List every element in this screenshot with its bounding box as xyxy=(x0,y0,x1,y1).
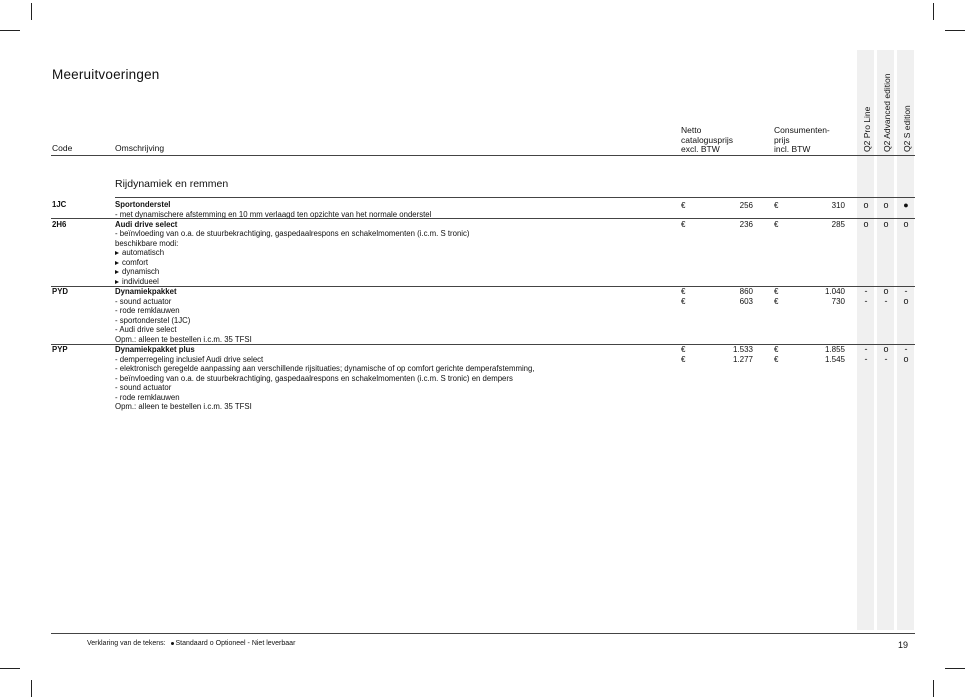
row-rule xyxy=(51,218,915,219)
crop-mark xyxy=(0,30,20,31)
legend: Verklaring van de tekens: Standaard o Optioneel - Niet leverbaar xyxy=(87,640,296,647)
crop-mark xyxy=(933,3,934,20)
currency-symbol: € xyxy=(681,201,686,210)
crop-mark xyxy=(933,680,934,697)
availability-mark: - xyxy=(884,296,888,306)
row-code: PYD xyxy=(52,287,69,296)
column-header-net-price: Netto catalogusprijs excl. BTW xyxy=(681,125,733,154)
row-note: Opm.: alleen te bestellen i.c.m. 35 TFSI xyxy=(115,402,252,411)
availability-mark: o xyxy=(903,354,909,364)
row-line: - rode remklauwen xyxy=(115,393,180,402)
row-name: Dynamiekpakket plus xyxy=(115,345,195,354)
availability-mark: o xyxy=(883,344,889,354)
availability-mark: - xyxy=(864,286,868,296)
availability-mark: o xyxy=(903,219,909,229)
currency-symbol: € xyxy=(774,355,779,364)
availability-mark: - xyxy=(904,286,908,296)
consumer-price: 285 xyxy=(831,220,845,229)
standard-dot-icon xyxy=(171,642,174,645)
list-item: automatisch xyxy=(115,248,164,258)
net-price: 1.277 xyxy=(732,355,753,364)
row-line: - beïnvloeding van o.a. de stuurbekrachtiging, gaspedaalrespons en schakelmomenten (i.c.m. S tronic) xyxy=(115,229,470,238)
page-number: 19 xyxy=(898,640,909,650)
crop-mark xyxy=(0,668,20,669)
crop-mark xyxy=(31,3,32,20)
row-line: - sound actuator xyxy=(115,383,172,392)
availability-mark: o xyxy=(863,200,869,210)
currency-symbol: € xyxy=(681,220,686,229)
row-code: 1JC xyxy=(52,200,67,209)
row-note: Opm.: alleen te bestellen i.c.m. 35 TFSI xyxy=(115,335,252,344)
list-item: comfort xyxy=(115,258,148,268)
row-name: Dynamiekpakket xyxy=(115,287,177,296)
footer-rule xyxy=(51,633,915,634)
consumer-price: 1.855 xyxy=(824,345,845,354)
consumer-price: 310 xyxy=(831,201,845,210)
net-price: 1.533 xyxy=(732,345,753,354)
availability-mark: o xyxy=(883,200,889,210)
row-line: - elektronisch geregelde aanpassing aan verschillende rijsituaties; dynamische of op comfort gerichte demperafstemming, xyxy=(115,364,535,373)
section-title: Rijdynamiek en remmen xyxy=(115,178,229,190)
availability-mark: o xyxy=(903,296,909,306)
bullet-triangle-icon xyxy=(115,270,119,274)
net-price: 256 xyxy=(739,201,753,210)
row-line: - met dynamischere afstemming en 10 mm verlaagd ten opzichte van het normale onderstel xyxy=(115,210,432,219)
row-line: - beïnvloeding van o.a. de stuurbekrachtiging, gaspedaalrespons en schakelmomenten (i.c.m. S tronic) en dempers xyxy=(115,374,513,383)
availability-mark: - xyxy=(864,354,868,364)
row-line: - rode remklauwen xyxy=(115,306,180,315)
availability-mark: - xyxy=(904,344,908,354)
consumer-price: 1.040 xyxy=(824,287,845,296)
page-title: Meeruitvoeringen xyxy=(52,67,160,82)
column-header-trim-3: Q2 S edition xyxy=(902,105,912,152)
section-rule xyxy=(115,197,915,198)
list-item: dynamisch xyxy=(115,267,159,277)
availability-mark: - xyxy=(884,354,888,364)
row-line: - demperregeling inclusief Audi drive select xyxy=(115,355,264,364)
currency-symbol: € xyxy=(774,201,779,210)
row-rule xyxy=(51,286,915,287)
availability-mark: - xyxy=(864,344,868,354)
row-code: PYP xyxy=(52,345,68,354)
list-item: individueel xyxy=(115,277,159,287)
column-header-code: Code xyxy=(52,143,73,153)
currency-symbol: € xyxy=(774,297,779,306)
crop-mark xyxy=(31,680,32,697)
consumer-price: 730 xyxy=(831,297,845,306)
row-line: - Audi drive select xyxy=(115,325,177,334)
bullet-triangle-icon xyxy=(115,261,119,265)
currency-symbol: € xyxy=(774,345,779,354)
column-header-trim-1: Q2 Pro Line xyxy=(862,106,872,152)
currency-symbol: € xyxy=(774,287,779,296)
currency-symbol: € xyxy=(681,345,686,354)
net-price: 860 xyxy=(739,287,753,296)
bullet-triangle-icon xyxy=(115,251,119,255)
currency-symbol: € xyxy=(681,287,686,296)
availability-mark: ● xyxy=(903,200,909,210)
row-code: 2H6 xyxy=(52,220,67,229)
availability-mark: - xyxy=(864,296,868,306)
net-price: 603 xyxy=(739,297,753,306)
availability-mark: o xyxy=(883,286,889,296)
row-name: Sportonderstel xyxy=(115,200,171,209)
availability-mark: o xyxy=(883,219,889,229)
currency-symbol: € xyxy=(774,220,779,229)
availability-mark: o xyxy=(863,219,869,229)
row-line: beschikbare modi: xyxy=(115,239,179,248)
crop-mark xyxy=(945,668,965,669)
row-name: Audi drive select xyxy=(115,220,178,229)
row-line: - sound actuator xyxy=(115,297,172,306)
header-rule xyxy=(51,155,915,156)
consumer-price: 1.545 xyxy=(824,355,845,364)
column-header-consumer-price: Consumenten- prijs incl. BTW xyxy=(774,125,830,154)
column-header-trim-2: Q2 Advanced edition xyxy=(882,73,892,152)
currency-symbol: € xyxy=(681,297,686,306)
net-price: 236 xyxy=(739,220,753,229)
crop-mark xyxy=(945,30,965,31)
column-header-description: Omschrijving xyxy=(115,143,165,153)
row-line: - sportonderstel (1JC) xyxy=(115,316,191,325)
bullet-triangle-icon xyxy=(115,280,119,284)
currency-symbol: € xyxy=(681,355,686,364)
